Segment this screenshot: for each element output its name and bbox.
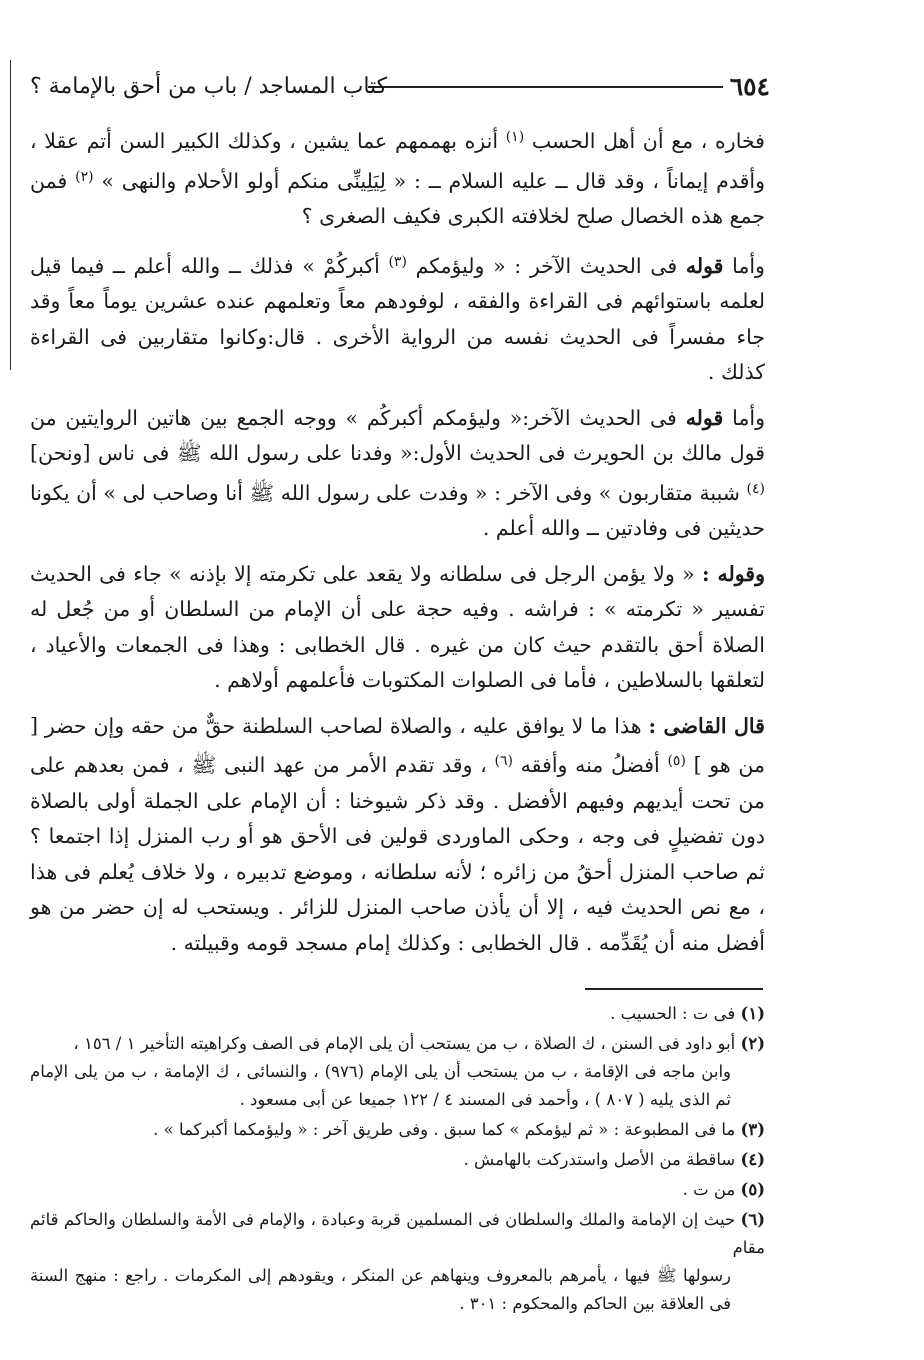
- footnote: [30, 1000, 765, 1028]
- footnote-text: ساقطة من الأصل واستدركت بالهامش .: [463, 1150, 736, 1169]
- footnote-text: ما فى المطبوعة : « ثم ليؤمكم » كما سبق . وفى طريق آخر : « وليؤمكما أكبركما » .: [153, 1120, 736, 1139]
- footnote: [30, 1206, 765, 1318]
- footnote-ref[interactable]: (٥): [667, 753, 686, 769]
- margin-line: [10, 60, 11, 370]
- text: أكبركُمْ » فذلك ــ والله أعلم ــ فيما قيل لعلمه باستوائهم فى القراءة والفقه ، لوفودهم معاً وتعلمهم عنده عشرين يوماً معاً وقد جاء مفسراً فى الحديث نفسه من الرواية الأخرى . قال:وكانوا متقاربين فى القراءة كذلك .: [30, 253, 765, 384]
- text: ، وقد تقدم الأمر من عهد النبى ﷺ ، فمن بعدهم على من تحت أيديهم وفيهم الأفضل . وقد ذكر شيوخنا : أن الإمام على الجملة أولى بالصلاة دون تفضيلٍ فى وجه ، وحكى الماوردى قولين فى الأحق هو أو رب المنزل إذا اجتمعا ؟ ثم صاحب المنزل أحقُ من زائره ؛ لأنه سلطانه ، وموضع تدبيره ، ولا خلاف يُعلم فى هذا ، مع نص الحديث فيه ، إلا أن يأذن صاحب المنزل للزائر . ويستحب له إن حضر من هو أفضل منه أن يُقَدِّمه . قال الخطابى : وكذلك إمام مسجد قومه وقبيلته .: [30, 753, 765, 955]
- text: وأما: [732, 253, 765, 278]
- paragraph-2: [30, 245, 765, 391]
- footnote-ref[interactable]: (٣): [388, 253, 407, 270]
- footnote-text: من ت .: [682, 1180, 736, 1199]
- running-header: [30, 70, 770, 110]
- header-title: كتاب المساجد / باب من أحق بالإمامة ؟: [30, 74, 388, 99]
- keyword: قوله: [685, 405, 724, 430]
- text: أفضلُ منه وأفقه: [520, 753, 660, 777]
- paragraph-5: [30, 709, 765, 962]
- text: هذا ما لا يوافق عليه ، والصلاة لصاحب السلطنة حقٌّ من حقه وإن حضر [ من هو ]: [30, 713, 765, 777]
- footnote: [30, 1146, 765, 1174]
- footnote-number: (٥): [740, 1180, 765, 1199]
- page-number: ٦٥٤: [729, 72, 770, 101]
- text: « ولا يؤمن الرجل فى سلطانه ولا يقعد على تكرمته إلا بإذنه » جاء فى الحديث تفسير « تكرمته » : فراشه . وفيه حجة على أن الإمام من السلطان أو من جُعل له الصلاة أحق بالتقدم حيث كان من غيره . قال الخطابى : وهذا فى الجمعات والأعياد ، لتعلقها بالسلاطين ، فأما فى الصلوات المكتوبات فأعلمهم أولاهم .: [30, 561, 765, 692]
- header-rule: [368, 86, 723, 88]
- paragraph-3: [30, 401, 765, 547]
- footnote-ref[interactable]: (٢): [75, 168, 94, 185]
- footnote-number: (٤): [740, 1150, 765, 1169]
- text: وأما: [732, 405, 765, 430]
- text: فى الحديث الآخر : « وليؤمكم: [415, 253, 678, 278]
- footnote: [30, 1116, 765, 1144]
- text: شببة متقاربون » وفى الآخر : « وفدت على رسول الله ﷺ أنا وصاحب لى » أن يكونا حديثين فى وفادتين ــ والله أعلم .: [30, 480, 765, 540]
- footnote: [30, 1176, 765, 1204]
- keyword: وقوله :: [701, 561, 765, 586]
- footnote-text: حيث إن الإمامة والملك والسلطان فى المسلمين قربة وعبادة ، والإمام فى الأمة والسلطان والحاكم قائم مقام: [30, 1210, 765, 1257]
- footnote-ref[interactable]: (٦): [494, 753, 513, 769]
- footnote-text: أبو داود فى السنن ، ك الصلاة ، ب من يستحب أن يلى الإمام فى الصف وكراهيته التأخير ١ / ١٥٦ ،: [73, 1034, 736, 1053]
- footnote-number: (٢): [740, 1034, 765, 1053]
- footnotes: [30, 1000, 765, 1320]
- keyword: قال القاضى :: [648, 713, 765, 738]
- footnote-continuation: رسولها ﷺ فيها ، يأمرهم بالمعروف وينهاهم عن المنكر ، ويقودهم إلى المكرمات . راجع : منهج السنة فى العلاقة بين الحاكم والمحكوم : ٣٠١ .: [30, 1266, 731, 1313]
- paragraph-4: [30, 557, 765, 699]
- text: فخاره ، مع أن أهل الحسب: [531, 129, 765, 153]
- paragraph-1: [30, 120, 765, 235]
- keyword: قوله: [685, 253, 724, 278]
- text: فى الحديث الآخر:« وليؤمكم أكبركُم » ووجه الجمع بين هاتين الروايتين من قول مالك بن الحويرث فى الحديث الأول:« وفدنا على رسول الله ﷺ فى ناس [ونحن]: [30, 405, 765, 465]
- footnote-ref[interactable]: (١): [505, 129, 525, 145]
- footnote-text: فى ت : الحسيب .: [610, 1004, 736, 1023]
- footnote-number: (١): [740, 1004, 765, 1023]
- footnote-number: (٦): [740, 1210, 765, 1229]
- main-text: [30, 120, 765, 971]
- footnote-continuation: وابن ماجه فى الإقامة ، ب من يستحب أن يلى الإمام (٩٧٦) ، والنسائى ، ك الإمامة ، ب من يلى الإمام ثم الذى يليه ( ٨٠٧ ) ، وأحمد فى المسند ٤ / ١٢٢ جميعا عن أبى مسعود .: [30, 1062, 731, 1109]
- text: فمن جمع هذه الخصال صلح لخلافته الكبرى فكيف الصغرى ؟: [30, 168, 765, 228]
- footnote: [30, 1030, 765, 1114]
- text: أنزه بهممهم عما يشين ، وكذلك الكبير السن أتم عقلا ، وأقدم إيماناً ، وقد قال ــ عليه السلام ــ : « لِيَلِينِّى منكم أولو الأحلام والنهى »: [30, 129, 765, 193]
- footnote-rule: [585, 988, 763, 990]
- footnote-ref[interactable]: (٤): [746, 480, 765, 497]
- footnote-number: (٣): [740, 1120, 765, 1139]
